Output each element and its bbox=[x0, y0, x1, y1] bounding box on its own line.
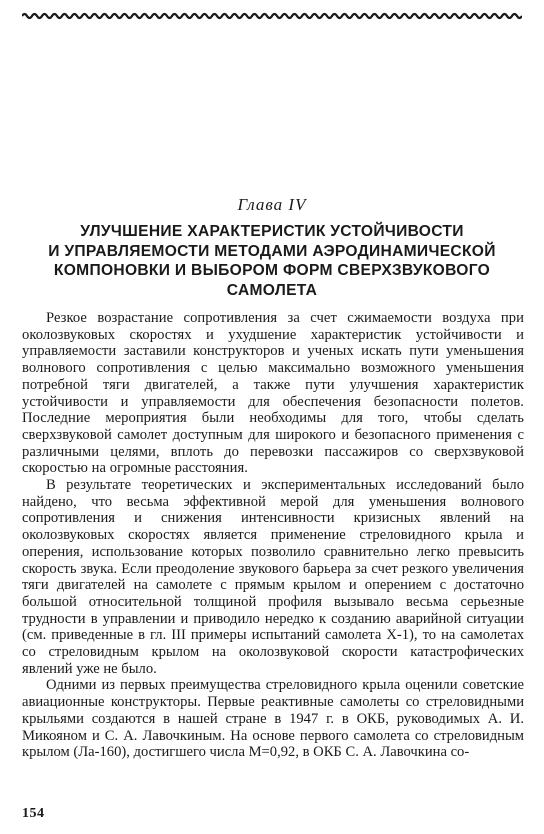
chapter-label: Глава IV bbox=[237, 195, 307, 214]
body-text bbox=[22, 310, 524, 761]
paragraph: Резкое возрастание сопротивления за счет сжимаемости воздуха при околозвуковых скоростях и ухудшение характеристик устойчивости и управляемости заставили конструкторов и ученых искать пути уменьшения волнового сопротивления с целью максимально возможного уменьшения потребной тяги двигателей, а также пути улучшения характеристик устойчивости и управляемости для обеспечения безопасности полетов. Последние мероприятия были необходимы для того, чтобы сделать сверхзвуковой самолет доступным для широкого и безопасного применения с различными целями, вплоть до перевозки пассажиров со сверхзвуковой скоростью на огромные расстояния. bbox=[22, 310, 524, 477]
chapter-title bbox=[40, 222, 504, 300]
paragraph: Одними из первых преимущества стреловидного крыла оценили советские авиационные конструкторы. Первые реактивные самолеты со стреловидными крыльями создаются в нашей стране в 1947 г. в ОКБ, руководимых А. И. Микояном и С. А. Лавочкиным. На основе первого самолета со стреловидным крылом (Ла-160), достигшего числа M=0,92, в ОКБ С. А. Лавочкина со- bbox=[22, 677, 524, 761]
chapter-title-line: УЛУЧШЕНИЕ ХАРАКТЕРИСТИК УСТОЙЧИВОСТИ bbox=[80, 223, 464, 240]
chapter-title-line: КОМПОНОВКИ И ВЫБОРОМ ФОРМ СВЕРХЗВУКОВОГО bbox=[53, 262, 491, 279]
chapter-title-line: САМОЛЕТА bbox=[226, 281, 318, 299]
chapter-title-line: И УПРАВЛЯЕМОСТИ МЕТОДАМИ АЭРОДИНАМИЧЕСКОЙ bbox=[48, 242, 496, 260]
header-ornament bbox=[22, 8, 522, 24]
paragraph: В результате теоретических и экспериментальных исследований было найдено, что весьма эффективной мерой для уменьшения волнового сопротивления и снижения интенсивности кризисных явлений на околозвуковых скоростях является применение стреловидного крыла и оперения, использование которых позволило сравнительно легко превысить скорость звука. Если преодоление звукового барьера за счет резкого увеличения тяги двигателей на самолете с прямым крылом и оперением с достаточно большой относительной толщиной профиля вызывало весьма серьезные трудности в управлении и приводило нередко к созданию аварийной ситуации (см. приведенные в гл. III примеры испытаний самолета Х-1), то на самолетах со стреловидным крылом на околозвуковой скорости катастрофических явлений уже не было. bbox=[22, 477, 524, 677]
page-number: 154 bbox=[22, 806, 45, 821]
